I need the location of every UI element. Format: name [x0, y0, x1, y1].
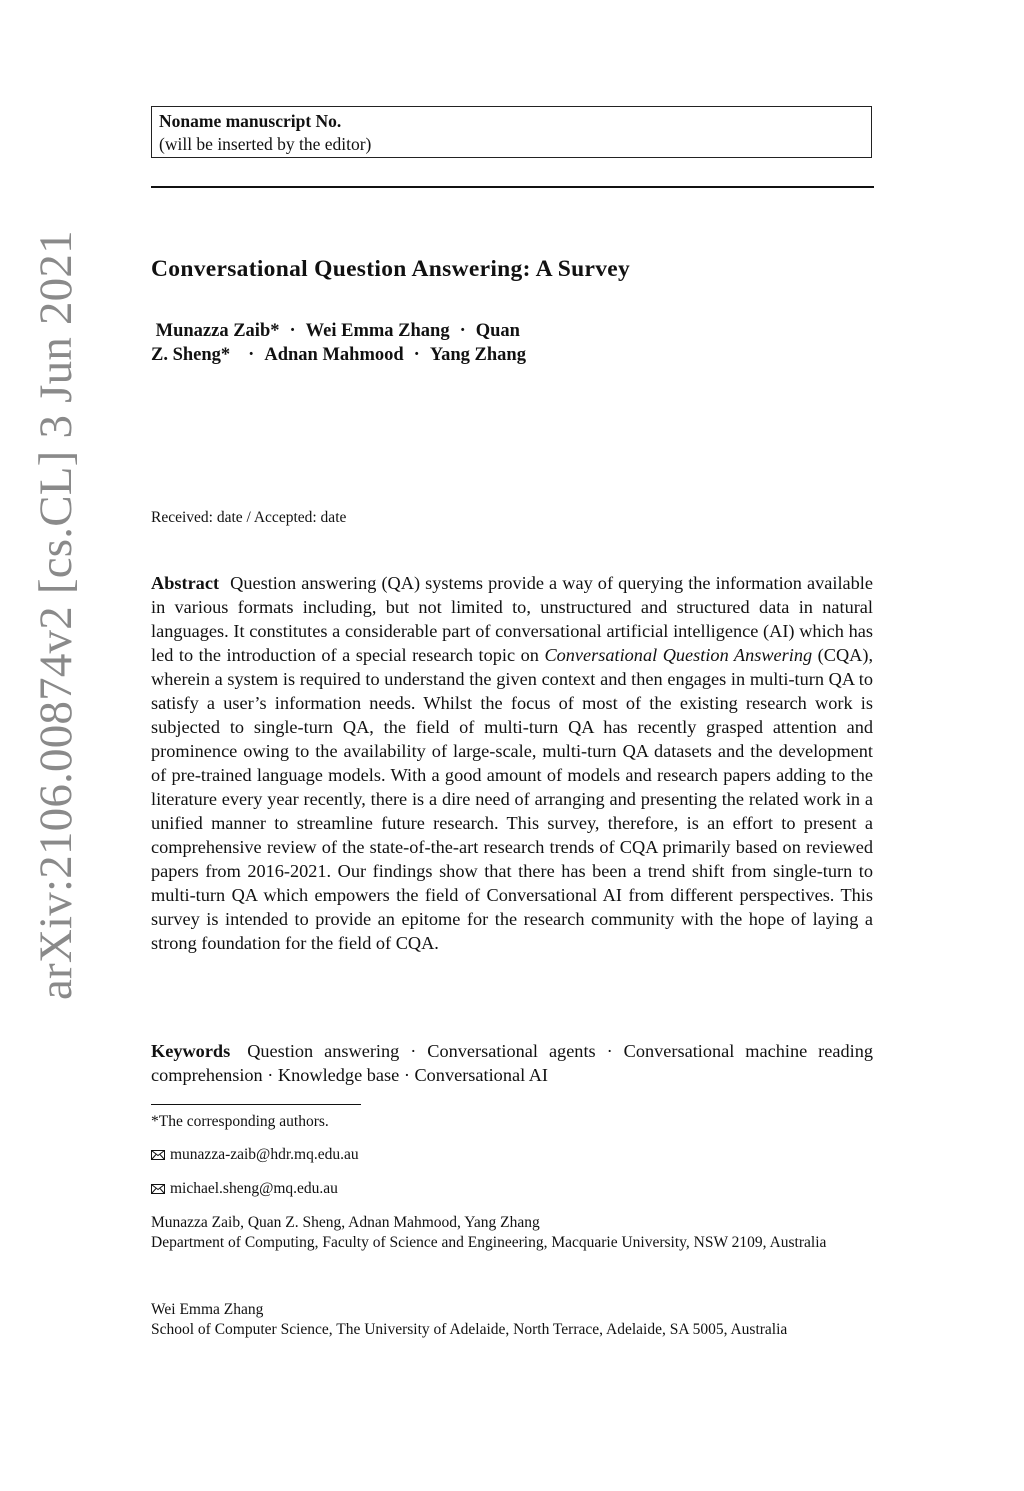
envelope-icon [151, 1184, 165, 1194]
author-name: Z. Sheng* [151, 345, 231, 365]
keywords-label: Keywords [151, 1041, 231, 1061]
arxiv-identifier: arXiv:2106.00874v2 [cs.CL] 3 Jun 2021 [30, 230, 82, 1000]
manuscript-info-box [151, 106, 872, 158]
author-name: Munazza Zaib* [155, 321, 280, 341]
abstract-text-part-1: Question answering (QA) systems provide a way of querying the information available in various formats including, but not limited to, unstructured and structured data in natural languages. It constitutes a considerable part of conversational artificial intelligence (AI) which has led to the introduction of a special research topic on [151, 573, 873, 665]
email-footnote-1 [151, 1146, 359, 1164]
author-name: Wei Emma Zhang [305, 321, 450, 341]
author-separator: · [459, 321, 466, 341]
paper-title: Conversational Question Answering: A Survey [151, 256, 631, 282]
email-footnote-2 [151, 1180, 338, 1198]
email-address[interactable]: michael.sheng@mq.edu.au [170, 1180, 338, 1197]
envelope-icon [151, 1150, 165, 1160]
affiliation-block [151, 1300, 873, 1340]
keywords-text: Question answering · Conversational agents · Conversational machine reading comprehension · Knowledge base · Conversational AI [151, 1041, 873, 1085]
affiliation-address: School of Computer Science, The University of Adelaide, North Terrace, Adelaide, SA 5005, Australia [151, 1321, 788, 1338]
footnote-rule [151, 1104, 361, 1105]
manuscript-editor-note: (will be inserted by the editor) [159, 134, 372, 154]
author-separator: · [248, 345, 255, 365]
affiliation-names: Munazza Zaib, Quan Z. Sheng, Adnan Mahmood, Yang Zhang [151, 1214, 540, 1231]
corresponding-authors-note: *The corresponding authors. [151, 1113, 329, 1130]
author-line-1 [151, 319, 526, 343]
email-address[interactable]: munazza-zaib@hdr.mq.edu.au [170, 1146, 359, 1163]
keywords [151, 1039, 873, 1087]
abstract-emphasis: Conversational Question Answering [544, 645, 813, 665]
affiliation-names: Wei Emma Zhang [151, 1301, 264, 1318]
abstract-text-part-2: (CQA), wherein a system is required to understand the given context and then engages in multi-turn QA to satisfy a user’s information needs. Whilst the focus of most of the existing research work is subjected to single-turn QA, the field of multi-turn QA has recently grasped attention and prominence owing to the availability of large-scale, multi-turn QA datasets and the development of pre-trained language models. With a good amount of models and research papers adding to the literature every year recently, there is a dire need of arranging and presenting the related work in a unified manner to streamline future research. This survey, therefore, is an effort to present a comprehensive review of the state-of-the-art research trends of CQA primarily based on reviewed papers from 2016-2021. Our findings show that there has been a trend shift from single-turn to multi-turn QA which empowers the field of Conversational AI from different perspectives. This survey is intended to provide an epitome for the research community with the hope of laying a strong foundation for the field of CQA. [151, 645, 874, 953]
abstract [151, 571, 873, 955]
affiliation-block [151, 1213, 873, 1253]
author-separator: · [289, 321, 296, 341]
author-separator: · [413, 345, 420, 365]
manuscript-number-label: Noname manuscript No. [159, 111, 342, 131]
abstract-label: Abstract [151, 573, 220, 593]
author-name: Adnan Mahmood [264, 345, 404, 365]
received-date: Received: date / Accepted: date [151, 509, 347, 526]
affiliation-address: Department of Computing, Faculty of Science and Engineering, Macquarie University, NSW 2109, Australia [151, 1234, 827, 1251]
author-name: Yang Zhang [429, 345, 526, 365]
author-name: Quan [475, 321, 520, 341]
author-list [151, 319, 526, 367]
author-line-2 [151, 343, 526, 367]
header-rule [151, 186, 874, 188]
